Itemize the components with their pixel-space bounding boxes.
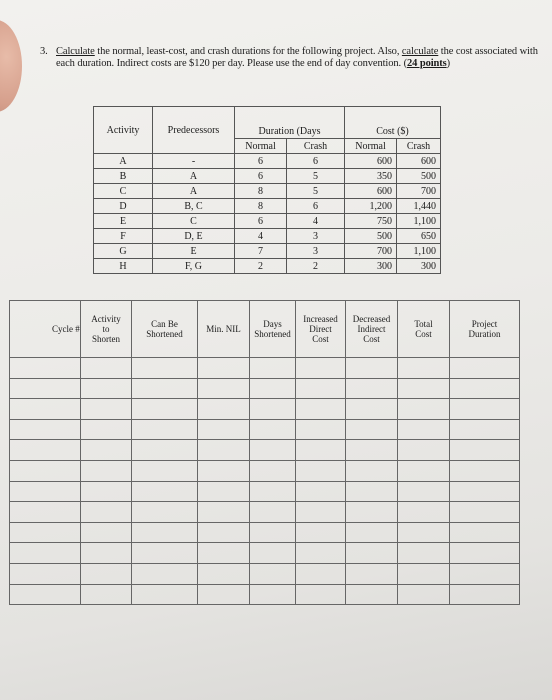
- cycle-cell[interactable]: [81, 399, 132, 420]
- cycle-cell[interactable]: [450, 481, 520, 502]
- activity-row: [94, 169, 441, 184]
- header-predecessors: Predecessors: [153, 107, 235, 154]
- cycle-cell[interactable]: [450, 502, 520, 523]
- cycle-cell[interactable]: [81, 419, 132, 440]
- cycle-cell[interactable]: [132, 460, 198, 481]
- cycle-cell[interactable]: [250, 502, 296, 523]
- cell-cost-crash: 600: [397, 154, 441, 169]
- cycle-cell[interactable]: [81, 563, 132, 584]
- cycle-cell[interactable]: [296, 419, 346, 440]
- cycle-row: [10, 399, 520, 420]
- cycle-cell[interactable]: [198, 358, 250, 379]
- finger-at-edge: [0, 20, 22, 112]
- col-project-duration: Project Duration: [450, 301, 520, 358]
- cycle-cell[interactable]: [398, 584, 450, 605]
- cycle-cell[interactable]: [10, 378, 81, 399]
- cell-cost-normal: 700: [345, 244, 397, 259]
- cell-cost-normal: 750: [345, 214, 397, 229]
- cycle-cell[interactable]: [398, 358, 450, 379]
- cell-duration-normal: 6: [235, 154, 287, 169]
- cycle-cell[interactable]: [198, 378, 250, 399]
- cell-activity: H: [94, 259, 153, 274]
- activity-row: [94, 244, 441, 259]
- cycle-cell[interactable]: [450, 543, 520, 564]
- cell-cost-crash: 650: [397, 229, 441, 244]
- col-decreased-indirect-cost: Decreased Indirect Cost: [346, 301, 398, 358]
- cycle-cell[interactable]: [398, 460, 450, 481]
- cell-predecessors: E: [153, 244, 235, 259]
- cycle-cell[interactable]: [132, 419, 198, 440]
- cycle-cell[interactable]: [81, 358, 132, 379]
- cell-predecessors: A: [153, 184, 235, 199]
- cell-duration-crash: 2: [287, 259, 345, 274]
- cycle-cell[interactable]: [81, 440, 132, 461]
- cycle-cell[interactable]: [81, 584, 132, 605]
- question-text-2: the cost associated with each duration. Indirect costs are $120 per day. Please use the end of day convention. (: [56, 46, 538, 69]
- header-cost: Cost ($): [345, 107, 441, 139]
- cycle-cell[interactable]: [398, 543, 450, 564]
- cycle-cell[interactable]: [398, 378, 450, 399]
- cycle-cell[interactable]: [132, 543, 198, 564]
- cycle-cell[interactable]: [198, 522, 250, 543]
- cell-duration-normal: 8: [235, 184, 287, 199]
- cell-cost-normal: 350: [345, 169, 397, 184]
- cycle-cell[interactable]: [450, 378, 520, 399]
- activity-row: [94, 214, 441, 229]
- cell-duration-crash: 5: [287, 169, 345, 184]
- cycle-cell[interactable]: [398, 522, 450, 543]
- cycle-cell[interactable]: [398, 502, 450, 523]
- cell-cost-normal: 600: [345, 184, 397, 199]
- cycle-cell[interactable]: [296, 543, 346, 564]
- cycle-cell[interactable]: [250, 460, 296, 481]
- cell-duration-normal: 2: [235, 259, 287, 274]
- cycle-cell[interactable]: [81, 378, 132, 399]
- cycle-cell[interactable]: [296, 440, 346, 461]
- cycle-row: [10, 378, 520, 399]
- cycle-cell[interactable]: [346, 522, 398, 543]
- cell-activity: E: [94, 214, 153, 229]
- cycle-cell[interactable]: [250, 481, 296, 502]
- cell-cost-normal: 300: [345, 259, 397, 274]
- cycle-cell[interactable]: [132, 522, 198, 543]
- cell-duration-normal: 4: [235, 229, 287, 244]
- cycle-cell[interactable]: [81, 543, 132, 564]
- cycle-cell[interactable]: [10, 358, 81, 379]
- cycle-cell[interactable]: [198, 563, 250, 584]
- cycle-cell[interactable]: [346, 399, 398, 420]
- cell-predecessors: F, G: [153, 259, 235, 274]
- cell-cost-normal: 600: [345, 154, 397, 169]
- question-word-calculate-1: Calculate: [56, 46, 95, 57]
- question-text-1: the normal, least-cost, and crash durations for the following project. Also,: [94, 46, 402, 57]
- cycle-cell[interactable]: [450, 440, 520, 461]
- cycle-cell[interactable]: [296, 522, 346, 543]
- cycle-cell[interactable]: [10, 399, 81, 420]
- cycle-cell[interactable]: [450, 522, 520, 543]
- cycle-cell[interactable]: [398, 440, 450, 461]
- cycle-cell[interactable]: [198, 399, 250, 420]
- cell-cost-crash: 500: [397, 169, 441, 184]
- header-duration: Duration (Days: [235, 107, 345, 139]
- cycle-cell[interactable]: [346, 584, 398, 605]
- cell-duration-crash: 6: [287, 154, 345, 169]
- cell-activity: F: [94, 229, 153, 244]
- question-body: [56, 46, 540, 70]
- cycle-cell[interactable]: [250, 522, 296, 543]
- cycle-row: [10, 522, 520, 543]
- cycle-row: [10, 481, 520, 502]
- cell-predecessors: C: [153, 214, 235, 229]
- cycle-row: [10, 419, 520, 440]
- cycle-cell[interactable]: [296, 563, 346, 584]
- cycle-cell[interactable]: [10, 460, 81, 481]
- question-text: [40, 46, 540, 70]
- cell-duration-crash: 6: [287, 199, 345, 214]
- cycle-cell[interactable]: [132, 378, 198, 399]
- cell-activity: G: [94, 244, 153, 259]
- cycle-cell[interactable]: [198, 584, 250, 605]
- cell-cost-crash: 1,100: [397, 214, 441, 229]
- cycle-row: [10, 460, 520, 481]
- cell-duration-normal: 6: [235, 169, 287, 184]
- cycle-cell[interactable]: [450, 584, 520, 605]
- cycle-cell[interactable]: [450, 399, 520, 420]
- cycle-cell[interactable]: [10, 481, 81, 502]
- cycle-cell[interactable]: [296, 399, 346, 420]
- cell-duration-crash: 4: [287, 214, 345, 229]
- cycle-cell[interactable]: [132, 399, 198, 420]
- cycle-cell[interactable]: [250, 563, 296, 584]
- cycle-cell[interactable]: [10, 440, 81, 461]
- cell-duration-normal: 7: [235, 244, 287, 259]
- col-can-be-shortened: Can Be Shortened: [132, 301, 198, 358]
- activity-row: [94, 154, 441, 169]
- cell-activity: D: [94, 199, 153, 214]
- activity-row: [94, 199, 441, 214]
- cell-cost-crash: 300: [397, 259, 441, 274]
- cycle-row: [10, 584, 520, 605]
- cycle-cell[interactable]: [250, 543, 296, 564]
- cell-activity: A: [94, 154, 153, 169]
- activity-row: [94, 229, 441, 244]
- cycle-cell[interactable]: [10, 584, 81, 605]
- cycle-cell[interactable]: [296, 460, 346, 481]
- cycle-cell[interactable]: [346, 502, 398, 523]
- cycle-cell[interactable]: [346, 440, 398, 461]
- cycle-cell[interactable]: [450, 358, 520, 379]
- cycle-cell[interactable]: [198, 543, 250, 564]
- cycle-cell[interactable]: [10, 522, 81, 543]
- cycle-cell[interactable]: [250, 584, 296, 605]
- crash-cycle-table: [9, 300, 520, 605]
- cycle-row: [10, 563, 520, 584]
- cycle-cell[interactable]: [398, 563, 450, 584]
- cycle-cell[interactable]: [450, 419, 520, 440]
- subheader-duration-normal: Normal: [235, 139, 287, 154]
- cell-duration-crash: 5: [287, 184, 345, 199]
- cycle-cell[interactable]: [296, 481, 346, 502]
- cycle-cell[interactable]: [10, 502, 81, 523]
- activity-row: [94, 184, 441, 199]
- cycle-cell[interactable]: [198, 481, 250, 502]
- col-min-nil: Min. NIL: [198, 301, 250, 358]
- cycle-cell[interactable]: [250, 399, 296, 420]
- cycle-cell[interactable]: [346, 419, 398, 440]
- cycle-cell[interactable]: [450, 563, 520, 584]
- cycle-cell[interactable]: [398, 399, 450, 420]
- cell-predecessors: D, E: [153, 229, 235, 244]
- cycle-cell[interactable]: [250, 378, 296, 399]
- cell-predecessors: A: [153, 169, 235, 184]
- cycle-cell[interactable]: [81, 460, 132, 481]
- cell-activity: C: [94, 184, 153, 199]
- cycle-cell[interactable]: [198, 419, 250, 440]
- cycle-cell[interactable]: [132, 563, 198, 584]
- activity-info-table: [93, 106, 441, 274]
- subheader-cost-crash: Crash: [397, 139, 441, 154]
- cell-duration-crash: 3: [287, 229, 345, 244]
- question-text-3: ): [446, 58, 451, 69]
- cycle-cell[interactable]: [346, 481, 398, 502]
- cycle-cell[interactable]: [10, 563, 81, 584]
- col-days-shortened: Days Shortened: [250, 301, 296, 358]
- cycle-cell[interactable]: [346, 358, 398, 379]
- cycle-cell[interactable]: [198, 440, 250, 461]
- cell-predecessors: -: [153, 154, 235, 169]
- cycle-cell[interactable]: [132, 440, 198, 461]
- col-increased-direct-cost: Increased Direct Cost: [296, 301, 346, 358]
- cycle-cell[interactable]: [250, 419, 296, 440]
- cell-predecessors: B, C: [153, 199, 235, 214]
- cycle-cell[interactable]: [250, 358, 296, 379]
- cell-activity: B: [94, 169, 153, 184]
- cycle-cell[interactable]: [198, 502, 250, 523]
- cycle-cell[interactable]: [81, 522, 132, 543]
- cycle-cell[interactable]: [81, 502, 132, 523]
- question-points: 24 points: [407, 58, 447, 69]
- cell-duration-normal: 6: [235, 214, 287, 229]
- cell-cost-normal: 1,200: [345, 199, 397, 214]
- cycle-row: [10, 358, 520, 379]
- activity-row: [94, 259, 441, 274]
- cell-cost-normal: 500: [345, 229, 397, 244]
- cycle-cell[interactable]: [250, 440, 296, 461]
- cell-cost-crash: 1,100: [397, 244, 441, 259]
- subheader-duration-crash: Crash: [287, 139, 345, 154]
- cycle-cell[interactable]: [132, 358, 198, 379]
- cycle-cell[interactable]: [10, 543, 81, 564]
- cycle-cell[interactable]: [10, 419, 81, 440]
- cycle-cell[interactable]: [398, 419, 450, 440]
- cycle-cell[interactable]: [132, 502, 198, 523]
- cycle-cell[interactable]: [296, 378, 346, 399]
- cycle-cell[interactable]: [450, 460, 520, 481]
- cycle-row: [10, 502, 520, 523]
- question-number: 3.: [40, 46, 48, 57]
- cycle-cell[interactable]: [296, 584, 346, 605]
- cycle-cell[interactable]: [346, 460, 398, 481]
- cycle-row: [10, 440, 520, 461]
- col-cycle: Cycle #: [10, 301, 81, 358]
- cell-duration-crash: 3: [287, 244, 345, 259]
- cell-cost-crash: 700: [397, 184, 441, 199]
- cycle-cell[interactable]: [296, 502, 346, 523]
- cycle-cell[interactable]: [346, 543, 398, 564]
- cycle-cell[interactable]: [132, 584, 198, 605]
- question-word-calculate-2: calculate: [401, 46, 439, 57]
- cell-cost-crash: 1,440: [397, 199, 441, 214]
- cycle-cell[interactable]: [346, 378, 398, 399]
- col-total-cost: Total Cost: [398, 301, 450, 358]
- header-activity: Activity: [94, 107, 153, 154]
- col-activity-to-shorten: Activity to Shorten: [81, 301, 132, 358]
- subheader-cost-normal: Normal: [345, 139, 397, 154]
- cycle-cell[interactable]: [81, 481, 132, 502]
- cycle-cell[interactable]: [132, 481, 198, 502]
- cycle-cell[interactable]: [398, 481, 450, 502]
- cell-duration-normal: 8: [235, 199, 287, 214]
- cycle-row: [10, 543, 520, 564]
- cycle-cell[interactable]: [296, 358, 346, 379]
- cycle-cell[interactable]: [346, 563, 398, 584]
- cycle-cell[interactable]: [198, 460, 250, 481]
